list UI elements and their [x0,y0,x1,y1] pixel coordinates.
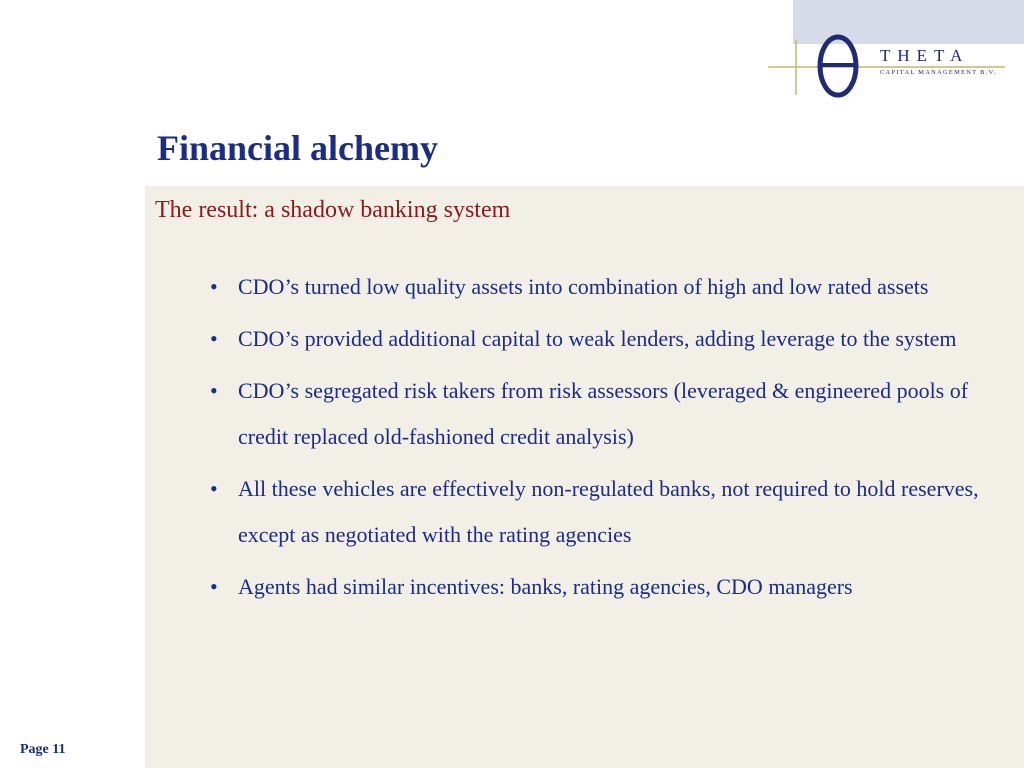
bullet-text: CDO’s provided additional capital to weak lenders, adding leverage to the system [238,326,957,351]
bullet-list [210,264,1000,616]
logo-name: THETA [880,46,970,65]
bullet-text: All these vehicles are effectively non-regulated banks, not required to hold reserves, except as negotiated with the rating agencies [238,476,979,547]
bullet-marker-icon: • [210,274,218,299]
bullet-marker-icon: • [210,326,218,351]
page-number: Page 11 [20,742,66,757]
bullet-marker-icon: • [210,574,218,599]
bullet-item [210,564,1000,610]
bullet-item [210,264,1000,310]
logo-subtitle: CAPITAL MANAGEMENT B.V. [880,69,997,76]
bullet-item [210,316,1000,362]
bullet-text: CDO’s segregated risk takers from risk assessors (leveraged & engineered pools of credit replaced old-fashioned credit analysis) [238,378,969,449]
content-panel [145,186,1024,768]
logo-mark [0,0,1024,110]
bullet-marker-icon: • [210,476,218,501]
bullet-marker-icon: • [210,378,218,403]
slide-title: Financial alchemy [157,128,438,168]
bullet-text: CDO’s turned low quality assets into combination of high and low rated assets [238,274,929,299]
slide-subtitle: The result: a shadow banking system [155,197,511,223]
bullet-item [210,466,1000,558]
bullet-item [210,368,1000,460]
bullet-text: Agents had similar incentives: banks, rating agencies, CDO managers [238,574,853,599]
